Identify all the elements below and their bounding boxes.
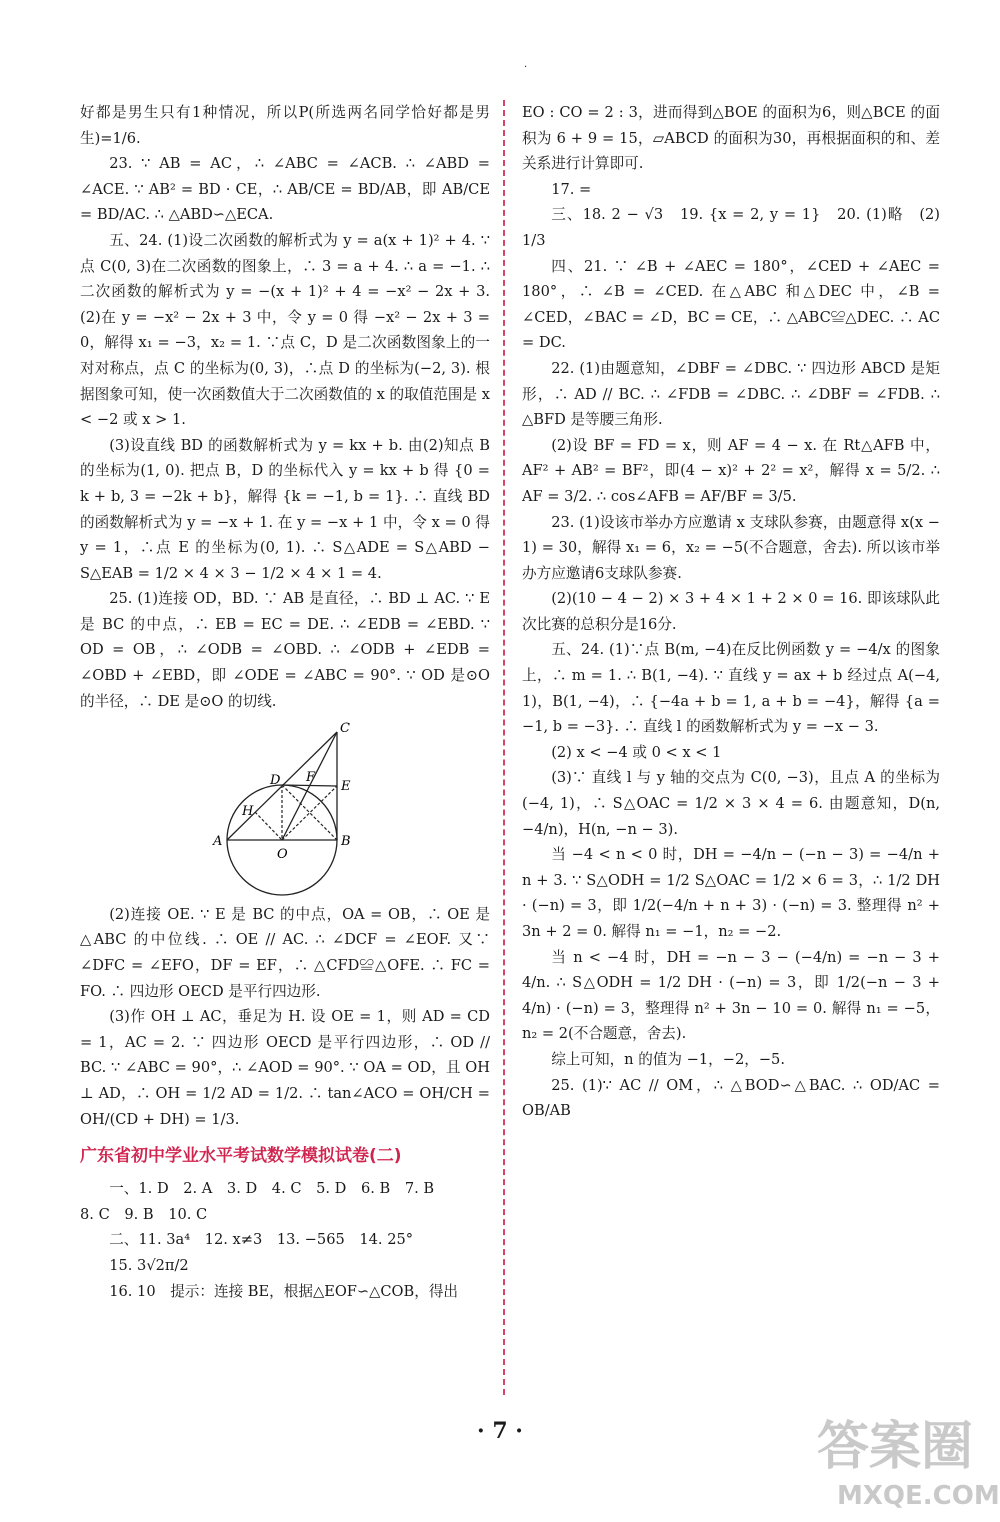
paragraph: 当 −4 < n < 0 时，DH = −4/n − (−n − 3) = −4/n + n + 3. ∵ S△ODH = 1/2 S△OAC = 1/2 × 6 = 3，∴ 1/2 DH · (−n) = 3，即 1/2(−4/n + n + 3) · (−n) = 3. 整理得 n² + 3n + 2 = 0. 解得 n₁ = −1，n₂ = −2. [522, 846, 940, 940]
watermark-logo [807, 1402, 1000, 1512]
paragraph: (3)∵ 直线 l 与 y 轴的交点为 C(0, −3)，且点 A 的坐标为(−4, 1)，∴ S△OAC = 1/2 × 3 × 4 = 6. 由题意知，D(n, −4/n)，H(n, −n − 3). [522, 769, 940, 838]
paragraph: EO : CO = 2 : 3，进而得到△BOE 的面积为6，则△BCE 的面积为 6 + 9 = 15，▱ABCD 的面积为30，再根据面积的和、差关系进行计算即可. [522, 104, 940, 173]
paragraph: 三、18. 2 − √3 19. {x = 2, y = 1} 20. (1)略 (2) 1/3 [522, 206, 940, 249]
paragraph: (2)(10 − 4 − 2) × 3 + 4 × 1 + 2 × 0 = 16. 即该球队此次比赛的总积分是16分. [522, 590, 940, 633]
label-h: H [242, 804, 254, 820]
paragraph: 好都是男生只有1种情况，所以P(所选两名同学恰好都是男生)=1/6. [80, 104, 490, 147]
top-dot: · [524, 62, 528, 73]
circle-diagram [213, 720, 370, 885]
answer-line: 一、1. D 2. A 3. D 4. C 5. D 6. B 7. B [109, 1180, 435, 1198]
paragraph: (3)设直线 BD 的函数解析式为 y = kx + b. 由(2)知点 B 的坐标为(1, 0). 把点 B，D 的坐标代入 y = kx + b 得 {0 = k + b, 3 = −2k + b}，解得 {k = −1, b = 1}. ∴ 直线 BD 的函数解析式为 y = −x + 1. 在 y = −x + 1 中，令 x = 0 得 y = 1，∴点 E 的坐标为(0, 1). ∴ S△ADE = S△ABD − S△EAB = 1/2 × 4 × 3 − 1/2 × 4 × 1 = 4. [80, 436, 490, 582]
paragraph: 25. (1)连接 OD，BD. ∵ AB 是直径，∴ BD ⊥ AC. ∵ E 是 BC 的中点，∴ EB = EC = DE. ∴ ∠EDB = ∠EBD. ∵ OD = OB，∴ ∠ODB = ∠OBD. ∴ ∠ODB + ∠EDB = ∠OBD + ∠EBD，即 ∠ODE = ∠ABC = 90°. ∵ OD 是⊙O 的半径，∴ DE 是⊙O 的切线. [80, 590, 490, 710]
geometry-figure [213, 720, 490, 894]
paragraph: (2)连接 OE. ∵ E 是 BC 的中点，OA = OB，∴ OE 是△ABC 的中位线. ∴ OE // AC. ∴ ∠DCF = ∠EOF. 又∵ ∠DFC = ∠EFO，DF = EF，∴ △CFD≌△OFE. ∴ FC = FO. ∴ 四边形 OECD 是平行四边形. [80, 905, 490, 1000]
paragraph: 当 n < −4 时，DH = −n − 3 − (−4/n) = −n − 3 + 4/n. ∴ S△ODH = 1/2 DH · (−n) = 3，即 1/2(−n − 3 + 4/n) · (−n) = 3，整理得 n² + 3n − 10 = 0. 解得 n₁ = −5，n₂ = 2(不合题意，舍去). [522, 948, 940, 1043]
label-c: C [340, 721, 350, 737]
answer-line: 8. C 9. B 10. C [80, 1205, 208, 1223]
answer-line: 二、11. 3a⁴ 12. x≠3 13. −565 14. 25° [109, 1231, 414, 1249]
paragraph: 25. (1)∵ AC // OM，∴ △BOD∽△BAC. ∴ OD/AC = OB/AB [522, 1076, 940, 1120]
paragraph: 22. (1)由题意知，∠DBF = ∠DBC. ∵ 四边形 ABCD 是矩形，∴ AD // BC. ∴ ∠FDB = ∠DBC. ∴ ∠DBF = ∠FDB. ∴ △BFD 是等腰三角形. [522, 359, 940, 429]
page-number: · 7 · [477, 1418, 523, 1444]
paragraph: (2)设 BF = FD = x，则 AF = 4 − x. 在 Rt△AFB 中，AF² + AB² = BF²，即(4 − x)² + 2² = x²，解得 x = 5/2. ∴ AF = 3/2. ∴ cos∠AFB = AF/BF = 3/5. [522, 436, 940, 505]
paragraph: 五、24. (1)∵点 B(m, −4)在反比例函数 y = −4/x 的图象上，∴ m = 1. ∴ B(1, −4). ∵ 直线 y = ax + b 经过点 A(−4, 1)，B(1, −4)，∴ {−4a + b = 1, a + b = −4}，解得 {a = −1, b = −3}. ∴ 直线 l 的函数解析式为 y = −x − 3. [522, 641, 940, 736]
answer-line: 15. 3√2π/2 [109, 1256, 189, 1274]
paragraph: 17. = [551, 180, 592, 198]
column-divider [503, 100, 505, 1395]
label-f: F [306, 770, 316, 786]
label-e: E [341, 779, 351, 795]
watermark-url: MXQE.COM [837, 1481, 1000, 1511]
paragraph: 综上可知，n 的值为 −1，−2，−5. [551, 1050, 785, 1068]
paragraph: 五、24. (1)设二次函数的解析式为 y = a(x + 1)² + 4. ∵点 C(0, 3)在二次函数的图象上，∴ 3 = a + 4. ∴ a = −1. ∴ 二次函数的解析式为 y = −(x + 1)² + 4 = −x² − 2x + 3. (2)在 y = −x² − 2x + 3 中，令 y = 0 得 −x² − 2x + 3 = 0，解得 x₁ = −3，x₂ = 1. ∵点 C，D 是二次函数图象上的一对对称点，点 C 的坐标为(0, 3)，∴点 D 的坐标为(−2, 3). 根据图象可知，使一次函数值大于二次函数值的 x 的取值范围是 x < −2 或 x > 1. [80, 231, 505, 429]
paragraph: 四、21. ∵ ∠B + ∠AEC = 180°，∠CED + ∠AEC = 180°，∴ ∠B = ∠CED. 在△ABC 和△DEC 中，∠B = ∠CED，∠BAC = ∠D，BC = CE，∴ △ABC≌△DEC. ∴ AC = DC. [522, 257, 940, 352]
paragraph: 23. (1)设该市举办方应邀请 x 支球队参赛，由题意得 x(x − 1) = 30，解得 x₁ = 6，x₂ = −5(不合题意，舍去). 所以该市举办方应邀请6支球队参赛. [522, 513, 940, 582]
paragraph: (3)作 OH ⊥ AC，垂足为 H. 设 OE = 1，则 AD = CD = 1，AC = 2. ∵ 四边形 OECD 是平行四边形，∴ OD // BC. ∵ ∠ABC = 90°，∴ ∠AOD = 90°. ∵ OA = OD，且 OH ⊥ AD，∴ OH = 1/2 AD = 1/2. ∴ tan∠ACO = OH/CH = OH/(CD + DH) = 1/3. [80, 1008, 490, 1128]
right-column [522, 100, 940, 1124]
label-b: B [341, 834, 351, 850]
watermark-text: 答案圈 [817, 1417, 974, 1477]
label-d: D [270, 773, 281, 789]
left-column [80, 100, 505, 1304]
label-a: A [213, 834, 223, 850]
paragraph: 23. ∵ AB = AC，∴ ∠ABC = ∠ACB. ∴ ∠ABD = ∠ACE. ∵ AB² = BD · CE，∴ AB/CE = BD/AB，即 AB/CE = BD/AC. ∴ △ABD∽△ECA. [80, 155, 490, 224]
answer-line: 16. 10 提示：连接 BE，根据△EOF∽△COB，得出 [109, 1282, 459, 1300]
label-o: O [277, 847, 288, 863]
paragraph: (2) x < −4 或 0 < x < 1 [551, 743, 722, 761]
section-title: 广东省初中学业水平考试数学模拟试卷(二) [80, 1146, 402, 1167]
